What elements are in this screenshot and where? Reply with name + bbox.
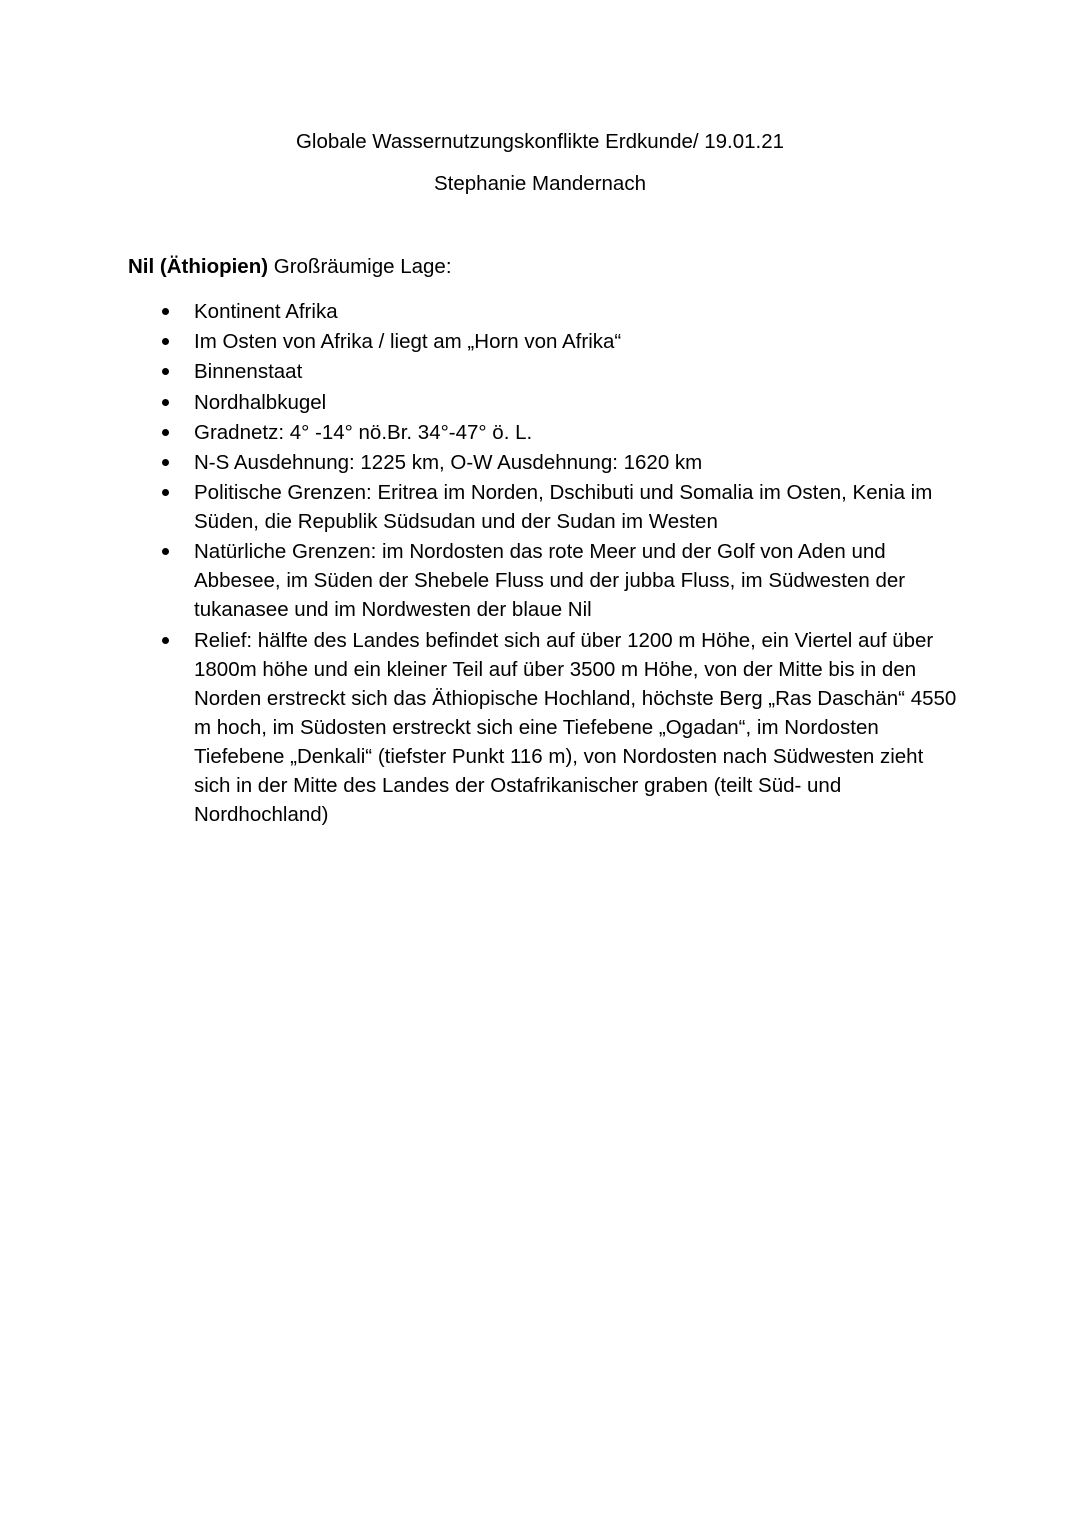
bullet-text: Relief: hälfte des Landes befindet sich auf über 1200 m Höhe, ein Viertel auf über 1800m höhe und ein kleiner Teil auf über 3500 m Höhe, von der Mitte bis in den Norden erstreckt sich das Äthiopische Hochland, höchste Berg „Ras Daschän“ 4550 m hoch, im Südosten erstreckt sich eine Tiefebene „Ogadan“, im Nordosten Tiefebene „Denkali“ (tiefster Punkt 116 m), von Nordosten nach Südwesten zieht sich in der Mitte des Landes der Ostafrikanischer graben (teilt Süd- und Nordhochland): [194, 628, 957, 826]
bullet-text: Im Osten von Afrika / liegt am „Horn von Afrika“: [194, 330, 622, 354]
bullet-dot-icon: [162, 548, 169, 555]
bullet-item-coordinates: [0, 418, 964, 447]
bullet-text: Nordhalbkugel: [194, 390, 327, 414]
section-heading: [128, 253, 452, 281]
bullet-dot-icon: [162, 308, 169, 315]
bullet-dot-icon: [162, 338, 169, 345]
bullet-item-location: [0, 327, 964, 356]
section-heading-bold: Nil (Äthiopien): [128, 255, 269, 278]
document-author: Stephanie Mandernach: [434, 172, 646, 195]
bullet-text: Binnenstaat: [194, 360, 303, 384]
bullet-item-continent: [0, 297, 964, 326]
bullet-item-political-borders: [0, 478, 964, 536]
bullet-item-natural-borders: [0, 537, 964, 624]
bullet-text: Politische Grenzen: Eritrea im Norden, Dschibuti und Somalia im Osten, Kenia im Süden, die Republik Südsudan und der Sudan im Westen: [194, 481, 933, 534]
bullet-dot-icon: [162, 489, 169, 496]
document-title: Globale Wassernutzungskonflikte Erdkunde/ 19.01.21: [295, 130, 785, 153]
bullet-text: Gradnetz: 4° -14° nö.Br. 34°-47° ö. L.: [194, 420, 533, 444]
bullet-list: [0, 297, 1080, 830]
bullet-text: Kontinent Afrika: [194, 300, 338, 323]
section-heading-rest: Großräumige Lage:: [268, 255, 452, 278]
bullet-item-relief: [0, 626, 964, 829]
bullet-dot-icon: [162, 368, 169, 375]
bullet-dot-icon: [162, 429, 169, 436]
bullet-dot-icon: [162, 637, 169, 644]
bullet-text: Natürliche Grenzen: im Nordosten das rote Meer und der Golf von Aden und Abbesee, im Süden der Shebele Fluss und der jubba Fluss, im Südwesten der tukanasee und im Nordwesten der blaue Nil: [194, 540, 906, 622]
bullet-item-hemisphere: [0, 388, 964, 417]
bullet-item-landlocked: [0, 357, 964, 386]
bullet-dot-icon: [162, 399, 169, 406]
bullet-dot-icon: [162, 459, 169, 466]
bullet-item-extent: [0, 448, 964, 477]
bullet-text: N-S Ausdehnung: 1225 km, O-W Ausdehnung: 1620 km: [194, 450, 703, 474]
